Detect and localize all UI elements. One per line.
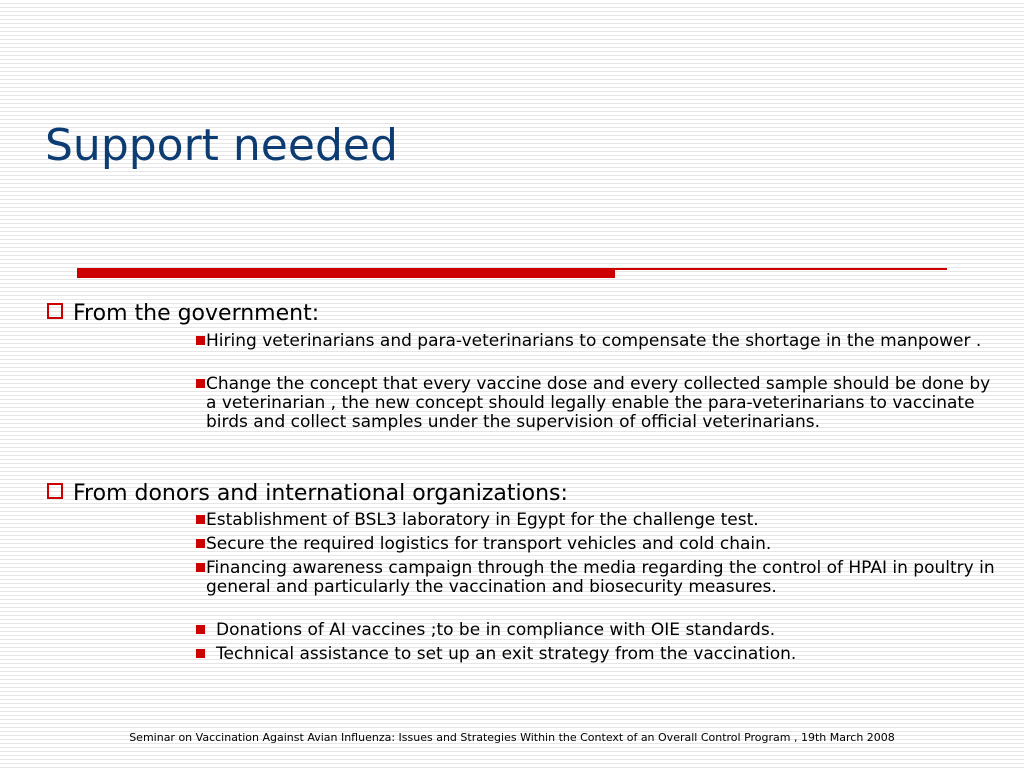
list-item-text: Hiring veterinarians and para-veterinarians to compensate the shortage in the manpower .	[206, 331, 982, 351]
slide-title: Support needed	[45, 120, 398, 171]
filled-square-bullet-icon	[196, 379, 205, 388]
filled-square-bullet-icon	[196, 336, 205, 345]
list-item	[196, 375, 996, 432]
section-government	[47, 300, 319, 328]
hollow-square-bullet-icon	[47, 303, 63, 319]
hollow-square-bullet-icon	[47, 483, 63, 499]
section-heading: From the government:	[73, 301, 320, 326]
title-rule-thick	[77, 268, 615, 278]
list-item	[196, 535, 996, 554]
list-item-text: Donations of AI vaccines ;to be in compliance with OIE standards.	[216, 620, 776, 640]
list-item-text: Financing awareness campaign through the media regarding the control of HPAI in poultry in general and particularly the vaccination and biosecurity measures.	[206, 558, 995, 597]
list-item	[196, 511, 996, 530]
list-item	[196, 621, 1006, 640]
title-rule-thin	[615, 268, 947, 270]
filled-square-bullet-icon	[196, 539, 205, 548]
section-donors	[47, 480, 568, 508]
list-item	[196, 559, 996, 597]
list-item-text: Change the concept that every vaccine dose and every collected sample should be done by a veterinarian , the new concept should legally enable the para-veterinarians to vaccinate birds and collect samples under the supervision of official veterinarians.	[206, 374, 991, 432]
filled-square-bullet-icon	[196, 515, 205, 524]
list-item-text: Establishment of BSL3 laboratory in Egypt for the challenge test.	[206, 510, 759, 530]
slide-footer: Seminar on Vaccination Against Avian Influenza: Issues and Strategies Within the Context of an Overall Control Program , 19th March 2008	[129, 731, 895, 744]
list-item	[196, 645, 1006, 664]
section-heading: From donors and international organizations:	[73, 481, 568, 506]
list-item-text: Secure the required logistics for transport vehicles and cold chain.	[206, 534, 772, 554]
filled-square-bullet-icon	[196, 563, 205, 572]
filled-square-bullet-icon	[196, 625, 205, 634]
list-item-text: Technical assistance to set up an exit strategy from the vaccination.	[216, 644, 797, 664]
filled-square-bullet-icon	[196, 649, 205, 658]
list-item	[196, 332, 996, 351]
